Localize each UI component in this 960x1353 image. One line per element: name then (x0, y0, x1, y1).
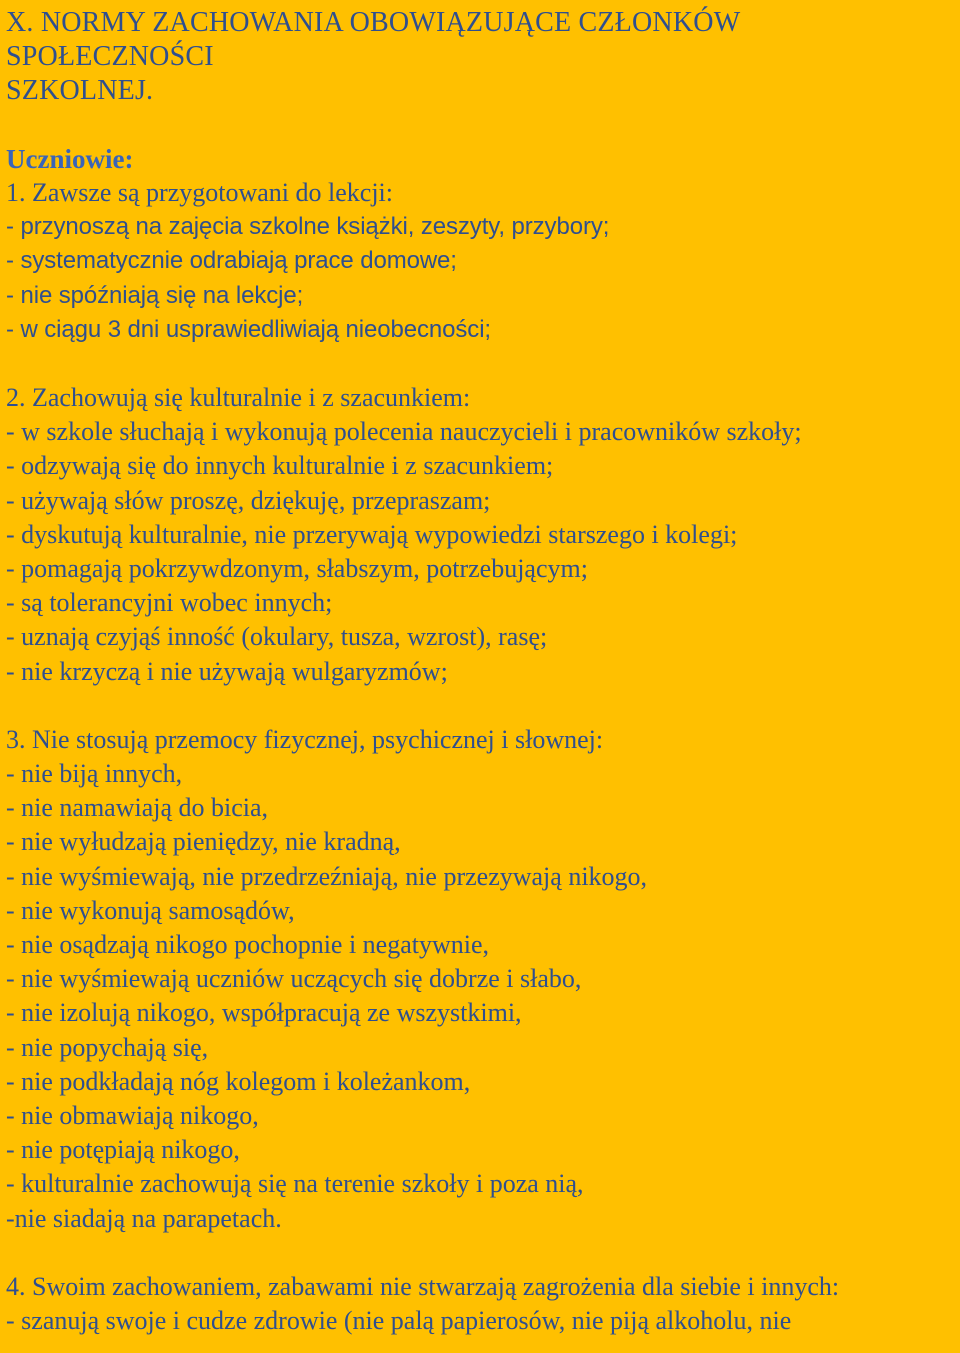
list-item: - nie wyłudzają pieniędzy, nie kradną, (6, 827, 401, 857)
list-item: - nie wykonują samosądów, (6, 895, 295, 925)
list-item: - nie namawiają do bicia, (6, 793, 269, 823)
list-item: - nie biją innych, (6, 759, 183, 789)
list-item: - nie krzyczą i nie używają wulgaryzmów; (6, 656, 448, 686)
title-line: X. NORMY ZACHOWANIA OBOWIĄZUJĄCE CZŁONKÓW (6, 7, 741, 38)
list-item: - odzywają się do innych kulturalnie i z szacunkiem; (6, 451, 554, 481)
list-item: - przynoszą na zajęcia szkolne książki, zeszyty, przybory; (6, 213, 610, 241)
section-1 (6, 176, 960, 347)
section-heading: 2. Zachowują się kulturalnie i z szacunkiem: (6, 383, 471, 413)
list-item: -nie siadają na parapetach. (6, 1203, 282, 1233)
section-heading: 1. Zawsze są przygotowani do lekcji: (6, 178, 393, 207)
section-4 (6, 1270, 960, 1338)
list-item: - systematycznie odrabiają prace domowe; (6, 247, 457, 275)
list-item: - pomagają pokrzywdzonym, słabszym, potrzebującym; (6, 554, 588, 584)
list-item: - w szkole słuchają i wykonują polecenia nauczycieli i pracowników szkoły; (6, 417, 802, 447)
page-title (6, 6, 960, 108)
section-3 (6, 723, 960, 1236)
list-item: - kulturalnie zachowują się na terenie szkoły i poza nią, (6, 1169, 584, 1199)
list-item: - nie osądzają nikogo pochopnie i negatywnie, (6, 930, 490, 960)
list-item: - nie popychają się, (6, 1032, 209, 1062)
list-item: - uznają czyjąś inność (okulary, tusza, wzrost), rasę; (6, 622, 548, 652)
list-item: - są tolerancyjni wobec innych; (6, 588, 333, 618)
section-2 (6, 381, 960, 689)
title-line: SPOŁECZNOŚCI (6, 41, 214, 72)
section-heading: 4. Swoim zachowaniem, zabawami nie stwarzają zagrożenia dla siebie i innych: (6, 1271, 840, 1301)
section-heading: 3. Nie stosują przemocy fizycznej, psychicznej i słownej: (6, 724, 604, 754)
list-item: - w ciągu 3 dni usprawiedliwiają nieobecności; (6, 315, 491, 343)
list-item: - dyskutują kulturalnie, nie przerywają wypowiedzi starszego i kolegi; (6, 519, 738, 549)
list-item: - używają słów proszę, dziękuję, przepraszam; (6, 485, 491, 515)
title-line: SZKOLNEJ. (6, 75, 154, 106)
list-item: - nie obmawiają nikogo, (6, 1101, 259, 1131)
list-item: - nie podkładają nóg kolegom i koleżankom, (6, 1066, 471, 1096)
list-item: - nie wyśmiewają, nie przedrzeźniają, nie przezywają nikogo, (6, 861, 648, 891)
list-item: - nie potępiają nikogo, (6, 1135, 240, 1165)
list-item: - nie izolują nikogo, współpracują ze wszystkimi, (6, 998, 522, 1028)
list-item: - nie wyśmiewają uczniów uczących się dobrze i słabo, (6, 964, 582, 994)
list-item: - szanują swoje i cudze zdrowie (nie palą papierosów, nie piją alkoholu, nie (6, 1306, 792, 1336)
list-item: - nie spóźniają się na lekcje; (6, 281, 304, 309)
students-label: Uczniowie: (6, 144, 134, 174)
